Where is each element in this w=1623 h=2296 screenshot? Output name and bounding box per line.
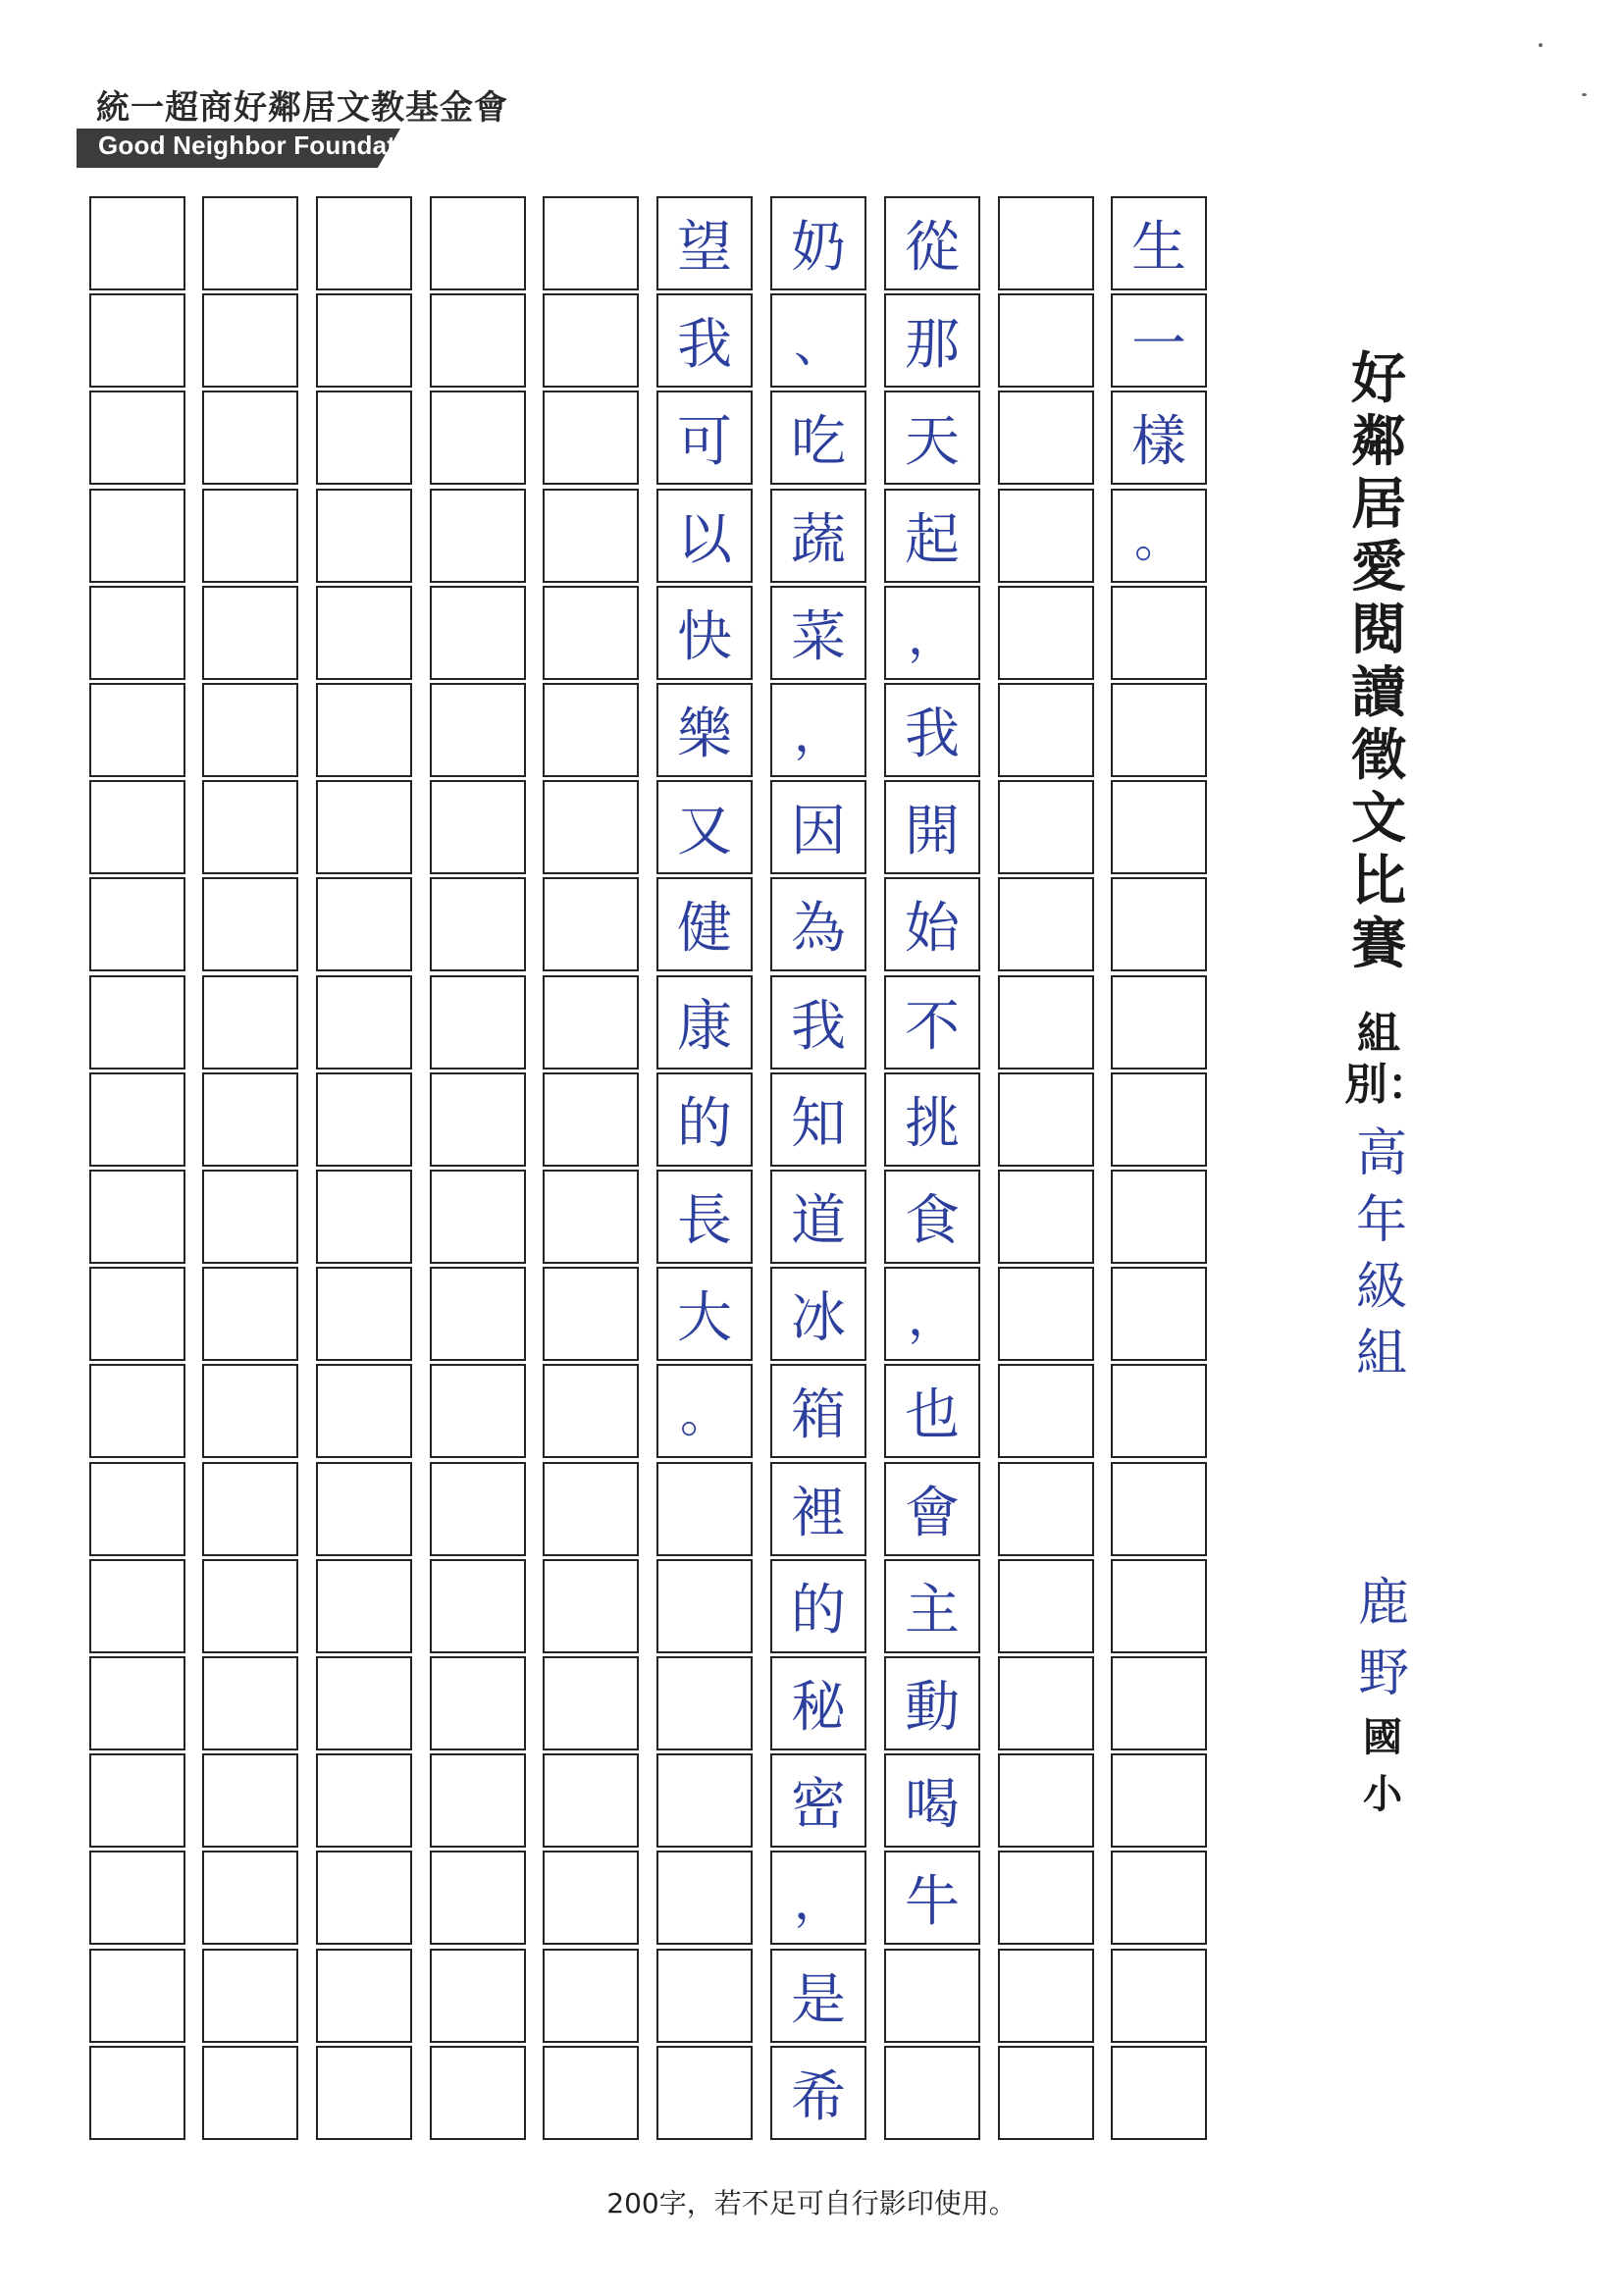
grid-cell <box>430 1364 526 1458</box>
grid-cell <box>1111 877 1207 971</box>
grid-cell <box>543 1462 639 1556</box>
grid-cell <box>316 293 412 388</box>
grid-cell <box>543 1364 639 1458</box>
grid-cell <box>316 1462 412 1556</box>
grid-cell <box>316 1753 412 1848</box>
grid-cell <box>543 1753 639 1848</box>
grid-cell <box>316 586 412 680</box>
grid-cell <box>430 1462 526 1556</box>
grid-cell <box>543 1656 639 1750</box>
handwritten-char: 那 <box>905 313 960 377</box>
grid-cell <box>89 2046 185 2140</box>
grid-cell <box>430 1559 526 1653</box>
handwritten-char: 菜 <box>791 605 846 669</box>
grid-cell <box>89 196 185 290</box>
handwritten-char: 天 <box>905 410 960 474</box>
grid-cell <box>998 1851 1094 1945</box>
grid-cell <box>202 683 298 777</box>
grid-cell <box>1111 1462 1207 1556</box>
grid-cell <box>543 196 639 290</box>
grid-cell <box>543 975 639 1070</box>
handwritten-char: 密 <box>791 1773 846 1837</box>
grid-cell <box>998 1267 1094 1361</box>
grid-cell <box>1111 975 1207 1070</box>
grid-cell <box>998 2046 1094 2140</box>
grid-cell <box>202 975 298 1070</box>
handwritten-char: 可 <box>677 410 732 474</box>
grid-cell <box>998 683 1094 777</box>
handwritten-char: 長 <box>677 1189 732 1253</box>
grid-cell <box>202 1949 298 2043</box>
grid-cell <box>202 1851 298 1945</box>
grid-cell <box>998 391 1094 485</box>
grid-cell <box>316 1170 412 1264</box>
grid-cell <box>543 877 639 971</box>
handwritten-char: 的 <box>791 1579 846 1643</box>
handwritten-char: 我 <box>905 703 960 766</box>
grid-cell <box>430 1072 526 1167</box>
handwritten-char: ， <box>794 1873 843 1930</box>
grid-cell <box>89 1267 185 1361</box>
grid-cell <box>202 1267 298 1361</box>
school-type-printed: 國小 <box>1363 1715 1402 1817</box>
grid-cell <box>89 877 185 971</box>
handwritten-char: ， <box>908 608 957 665</box>
grid-cell <box>316 1949 412 2043</box>
grid-cell <box>998 780 1094 874</box>
grid-cell <box>430 586 526 680</box>
grid-cell <box>316 683 412 777</box>
logo-org-name-en: Good Neighbor Foundation <box>98 130 435 160</box>
handwritten-char: 希 <box>791 2065 846 2129</box>
grid-cell <box>998 877 1094 971</box>
handwritten-char: 奶 <box>791 216 846 280</box>
grid-cell <box>543 1559 639 1653</box>
grid-cell <box>998 1072 1094 1167</box>
grid-cell <box>202 1559 298 1653</box>
grid-cell <box>430 391 526 485</box>
footer-note: 200字，若不足可自行影印使用。 <box>606 2187 1017 2219</box>
handwritten-char: 的 <box>677 1092 732 1156</box>
grid-cell <box>316 1072 412 1167</box>
grid-cell <box>202 1072 298 1167</box>
grid-cell <box>430 975 526 1070</box>
handwritten-char: 秘 <box>791 1676 846 1740</box>
group-label: 組別： <box>1344 1009 1431 1110</box>
handwritten-char: 我 <box>791 995 846 1059</box>
grid-cell <box>998 1559 1094 1653</box>
grid-cell <box>202 293 298 388</box>
grid-cell <box>316 1656 412 1750</box>
grid-cell <box>430 196 526 290</box>
handwritten-char: 以 <box>677 508 732 572</box>
grid-cell <box>202 780 298 874</box>
grid-cell <box>1111 1753 1207 1848</box>
handwritten-char: 開 <box>905 800 960 863</box>
handwritten-char: 快 <box>677 605 732 669</box>
handwritten-char: 為 <box>791 897 846 961</box>
handwritten-char: 裡 <box>791 1482 846 1545</box>
grid-cell <box>202 586 298 680</box>
handwritten-char: ， <box>908 1289 957 1346</box>
grid-cell <box>1111 1559 1207 1653</box>
handwritten-char: 因 <box>791 800 846 863</box>
grid-cell <box>543 489 639 583</box>
grid-cell <box>1111 586 1207 680</box>
grid-cell <box>1111 1170 1207 1264</box>
grid-cell <box>316 2046 412 2140</box>
handwritten-char: 我 <box>677 313 732 377</box>
grid-cell <box>998 1949 1094 2043</box>
grid-cell <box>656 2046 753 2140</box>
grid-cell <box>884 1949 980 2043</box>
grid-cell <box>316 391 412 485</box>
grid-cell <box>316 1267 412 1361</box>
grid-cell <box>656 1753 753 1848</box>
grid-cell <box>316 975 412 1070</box>
grid-cell <box>316 877 412 971</box>
grid-cell <box>998 1753 1094 1848</box>
grid-cell <box>1111 1656 1207 1750</box>
grid-cell <box>89 1559 185 1653</box>
grid-cell <box>430 1170 526 1264</box>
grid-cell <box>430 1656 526 1750</box>
handwritten-char: 。 <box>1134 511 1183 568</box>
grid-cell <box>430 2046 526 2140</box>
grid-cell <box>1111 1949 1207 2043</box>
grid-cell <box>89 1753 185 1848</box>
grid-cell <box>430 1851 526 1945</box>
grid-cell <box>543 780 639 874</box>
contest-title: 好鄰居愛閱讀徵文比賽 <box>1351 347 1406 976</box>
handwritten-char: 主 <box>905 1579 960 1643</box>
grid-cell <box>998 196 1094 290</box>
grid-cell <box>543 2046 639 2140</box>
grid-cell <box>430 780 526 874</box>
grid-cell <box>430 1949 526 2043</box>
grid-cell <box>543 1170 639 1264</box>
handwritten-char: 牛 <box>905 1870 960 1934</box>
handwritten-char: 知 <box>791 1092 846 1156</box>
grid-cell <box>89 293 185 388</box>
handwritten-char: 食 <box>905 1189 960 1253</box>
handwritten-char: 。 <box>680 1386 729 1443</box>
handwritten-char: 吃 <box>791 410 846 474</box>
grid-cell <box>1111 1072 1207 1167</box>
grid-cell <box>202 1364 298 1458</box>
handwritten-char: 生 <box>1131 216 1186 280</box>
handwritten-char: 健 <box>677 897 732 961</box>
grid-cell <box>316 1364 412 1458</box>
grid-cell <box>543 586 639 680</box>
grid-cell <box>89 1949 185 2043</box>
handwritten-char: 會 <box>905 1482 960 1545</box>
grid-cell <box>202 196 298 290</box>
grid-cell <box>430 877 526 971</box>
grid-cell <box>89 1851 185 1945</box>
grid-cell <box>89 489 185 583</box>
grid-cell <box>1111 1267 1207 1361</box>
grid-cell <box>998 586 1094 680</box>
grid-cell <box>656 1851 753 1945</box>
grid-cell <box>430 1267 526 1361</box>
grid-cell <box>89 1072 185 1167</box>
handwritten-char: 道 <box>791 1189 846 1253</box>
grid-cell <box>998 1170 1094 1264</box>
grid-cell <box>202 1753 298 1848</box>
handwritten-char: 始 <box>905 897 960 961</box>
handwritten-char: 、 <box>794 316 843 373</box>
handwritten-char: 一 <box>1131 313 1186 377</box>
handwritten-char: 從 <box>905 216 960 280</box>
grid-cell <box>202 1656 298 1750</box>
grid-cell <box>89 391 185 485</box>
grid-cell <box>89 1462 185 1556</box>
grid-cell <box>656 1656 753 1750</box>
logo-org-name-cn: 統一超商好鄰居文教基金會 <box>96 88 508 128</box>
grid-cell <box>316 1559 412 1653</box>
handwritten-char: 大 <box>677 1286 732 1350</box>
handwritten-char: 冰 <box>791 1286 846 1350</box>
grid-cell <box>543 1851 639 1945</box>
grid-cell <box>430 293 526 388</box>
grid-cell <box>1111 1364 1207 1458</box>
grid-cell <box>202 2046 298 2140</box>
handwritten-char: 樣 <box>1131 410 1186 474</box>
grid-cell <box>430 1753 526 1848</box>
grid-cell <box>89 1364 185 1458</box>
grid-cell <box>884 2046 980 2140</box>
grid-cell <box>998 975 1094 1070</box>
handwritten-char: 望 <box>677 216 732 280</box>
grid-cell <box>316 196 412 290</box>
grid-cell <box>89 975 185 1070</box>
grid-cell <box>202 1170 298 1264</box>
handwritten-char: 喝 <box>905 1773 960 1837</box>
grid-cell <box>998 1364 1094 1458</box>
grid-cell <box>543 1949 639 2043</box>
grid-cell <box>543 1072 639 1167</box>
grid-cell <box>89 586 185 680</box>
handwritten-char: 動 <box>905 1676 960 1740</box>
handwritten-char: 是 <box>791 1968 846 2032</box>
grid-cell <box>656 1559 753 1653</box>
grid-cell <box>543 391 639 485</box>
handwritten-char: 也 <box>905 1383 960 1447</box>
grid-cell <box>998 1462 1094 1556</box>
handwritten-char: 挑 <box>905 1092 960 1156</box>
grid-cell <box>543 683 639 777</box>
scan-speck <box>1539 43 1543 47</box>
grid-cell <box>656 1949 753 2043</box>
handwritten-char: 樂 <box>677 703 732 766</box>
grid-cell <box>316 1851 412 1945</box>
grid-cell <box>202 1462 298 1556</box>
grid-cell <box>89 780 185 874</box>
grid-cell <box>1111 780 1207 874</box>
grid-cell <box>202 391 298 485</box>
scan-speck <box>1582 93 1587 96</box>
handwritten-char: 康 <box>677 995 732 1059</box>
grid-cell <box>89 683 185 777</box>
grid-cell <box>202 877 298 971</box>
grid-cell <box>89 1656 185 1750</box>
grid-cell <box>543 293 639 388</box>
grid-cell <box>998 1656 1094 1750</box>
school-name-handwritten: 鹿野 <box>1357 1574 1409 1703</box>
grid-cell <box>1111 683 1207 777</box>
grid-cell <box>1111 2046 1207 2140</box>
grid-cell <box>316 489 412 583</box>
grid-cell <box>998 489 1094 583</box>
grid-cell <box>656 1462 753 1556</box>
grid-cell <box>430 683 526 777</box>
grid-cell <box>1111 1851 1207 1945</box>
handwritten-char: 又 <box>677 800 732 863</box>
grid-cell <box>998 293 1094 388</box>
grid-cell <box>202 489 298 583</box>
grid-cell <box>430 489 526 583</box>
grid-cell <box>543 1267 639 1361</box>
handwritten-char: 起 <box>905 508 960 572</box>
handwritten-char: 蔬 <box>791 508 846 572</box>
grid-cell <box>89 1170 185 1264</box>
group-value: 高年級組 <box>1355 1124 1407 1383</box>
handwritten-char: ， <box>794 705 843 762</box>
handwritten-char: 不 <box>905 995 960 1059</box>
handwritten-char: 箱 <box>791 1383 846 1447</box>
grid-cell <box>316 780 412 874</box>
